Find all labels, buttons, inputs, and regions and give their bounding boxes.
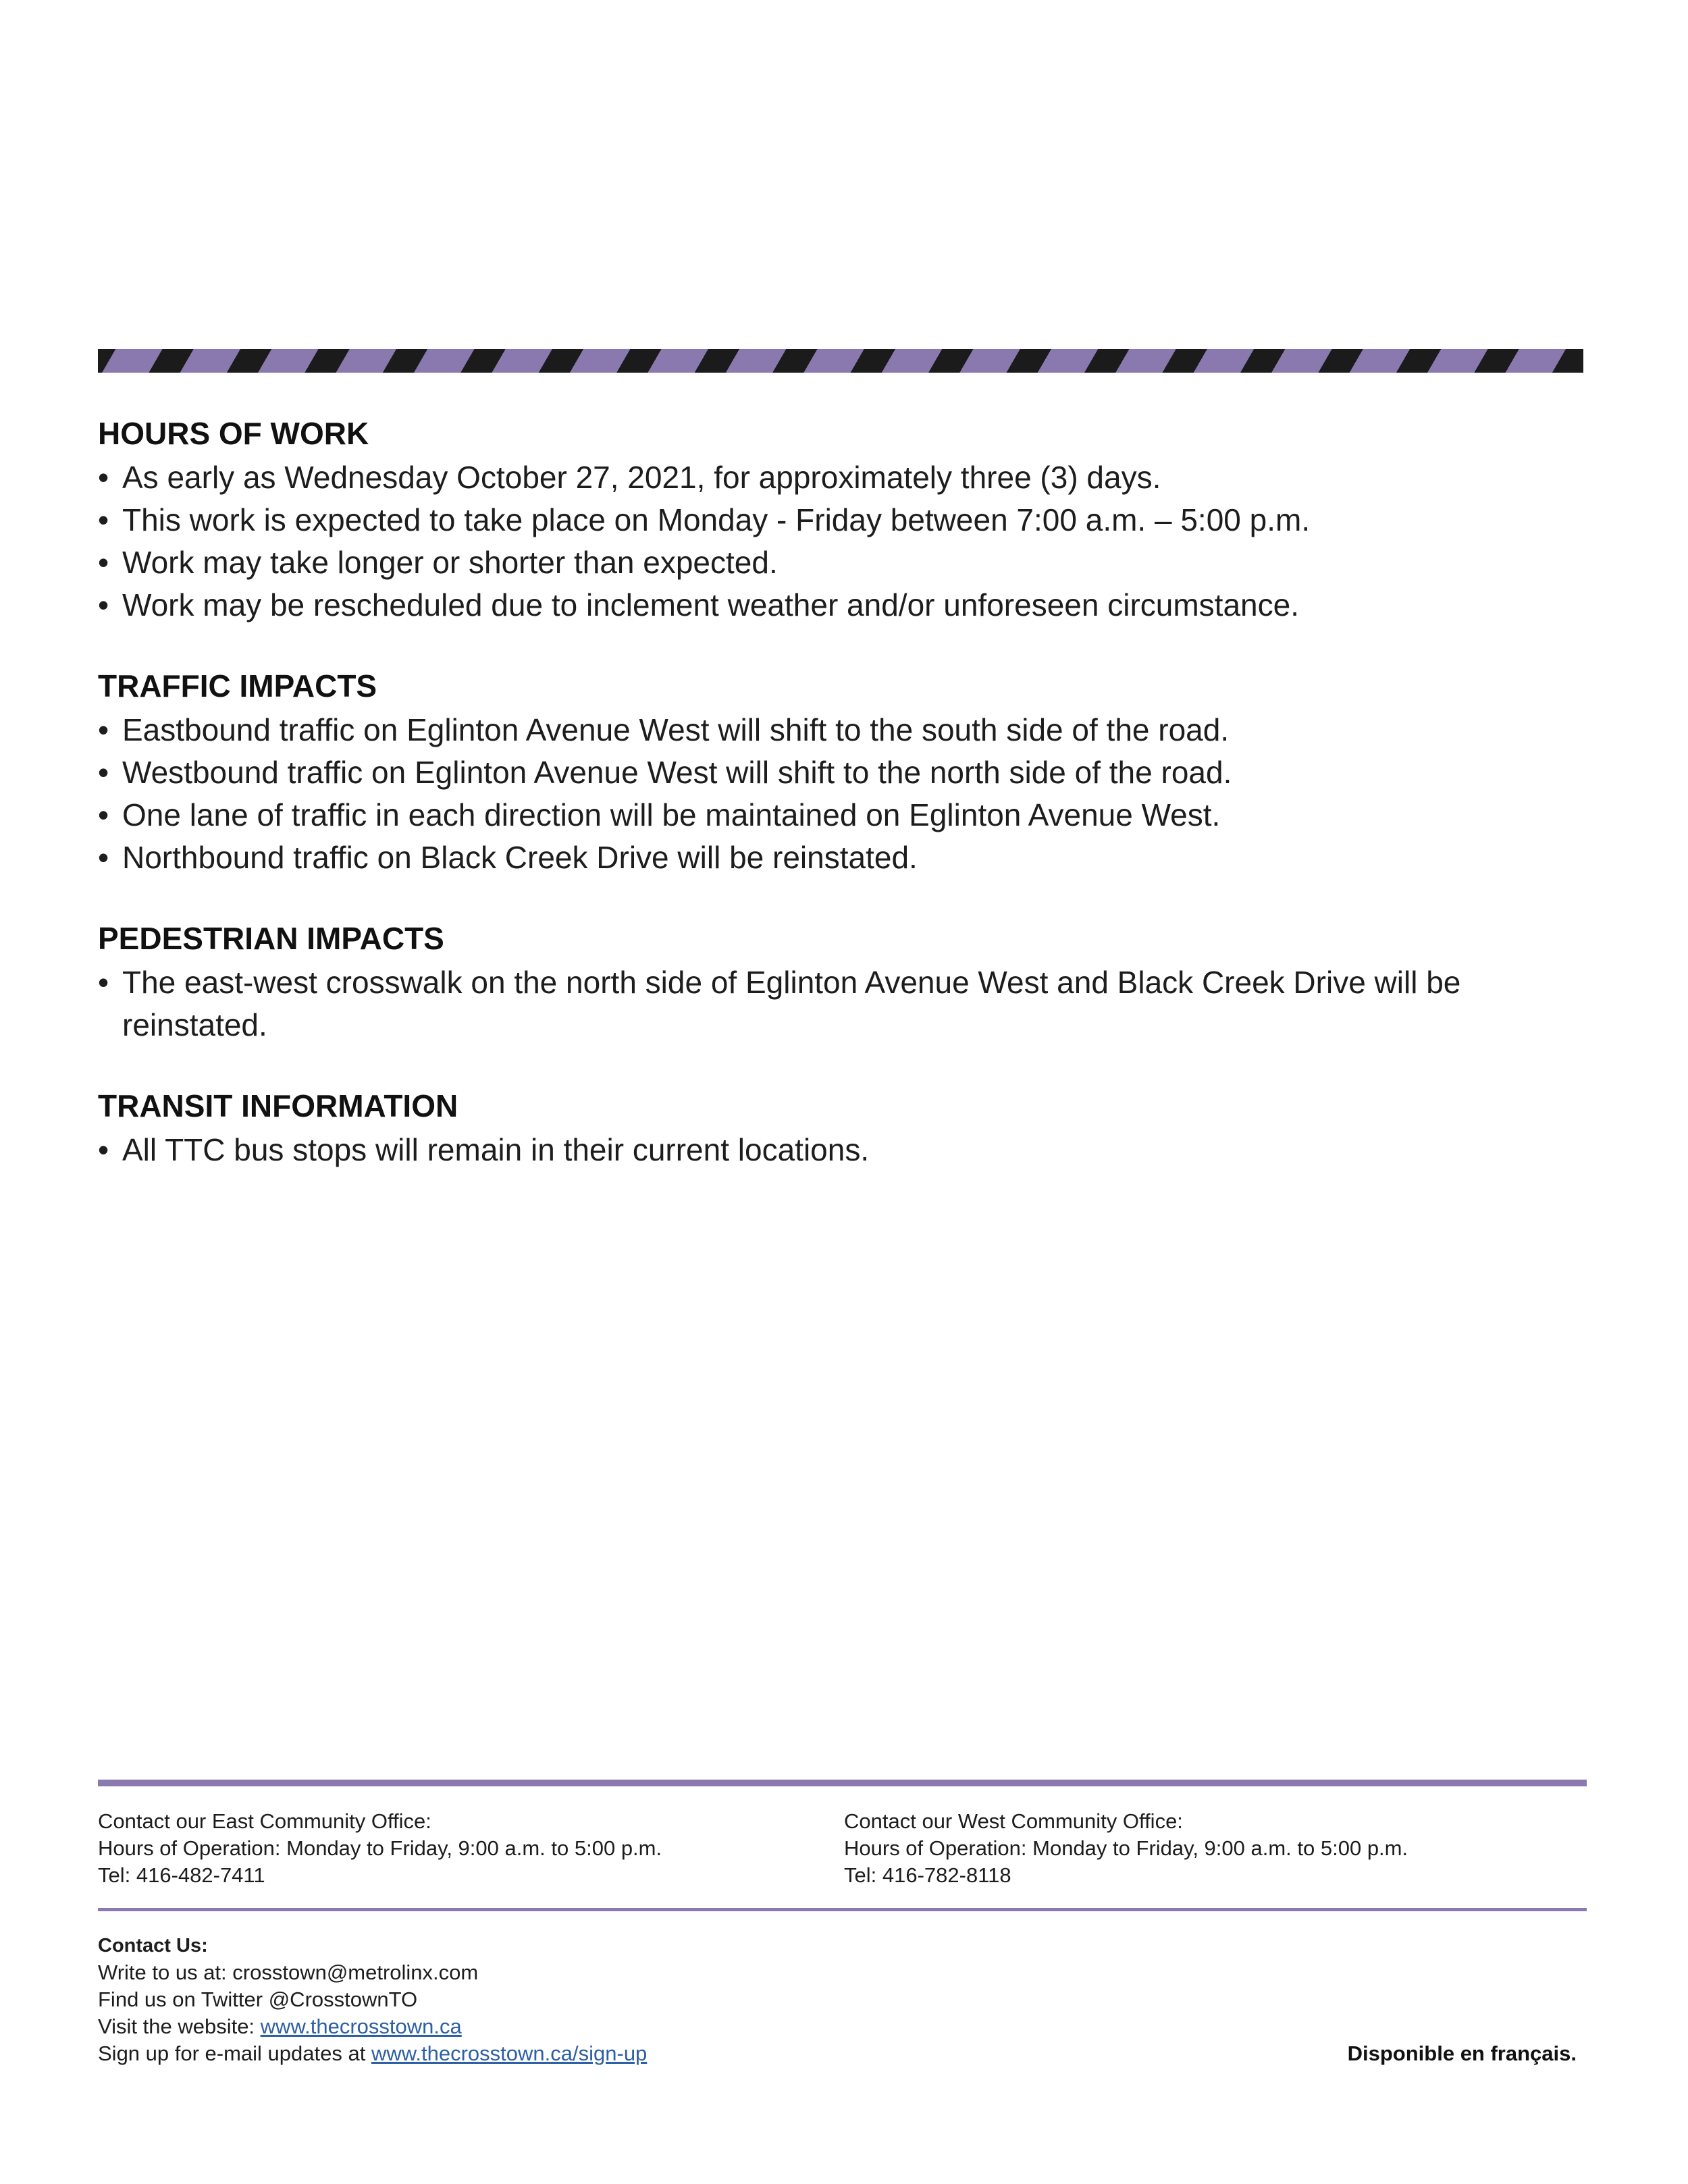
contact-website-line [98, 2013, 647, 2040]
bullet-list [98, 961, 1597, 1046]
bullet-list [98, 709, 1597, 879]
east-office-contact [98, 1808, 662, 1889]
section-traffic-impacts [98, 666, 1597, 879]
list-item: • All TTC bus stops will remain in their current locations. [98, 1129, 1597, 1171]
hazard-stripe-bar [98, 349, 1583, 373]
west-office-title: Contact our West Community Office: [844, 1809, 1183, 1833]
section-heading: HOURS OF WORK [98, 416, 369, 451]
west-office-tel: Tel: 416-782-8118 [844, 1863, 1011, 1887]
footer-divider-thick [98, 1780, 1587, 1786]
notice-content [98, 413, 1597, 1210]
section-pedestrian-impacts [98, 918, 1597, 1046]
website-link[interactable]: www.thecrosstown.ca [260, 2015, 462, 2038]
east-office-tel: Tel: 416-482-7411 [98, 1863, 265, 1887]
footer-divider-thin [98, 1908, 1587, 1911]
list-item: • Work may be rescheduled due to inclement weather and/or unforeseen circumstance. [98, 584, 1597, 627]
east-office-title: Contact our East Community Office: [98, 1809, 431, 1833]
list-item: • As early as Wednesday October 27, 2021, for approximately three (3) days. [98, 456, 1597, 499]
signup-link[interactable]: www.thecrosstown.ca/sign-up [371, 2042, 648, 2065]
section-hours-of-work [98, 413, 1597, 627]
contact-us-block [98, 1932, 647, 2067]
contact-twitter-line: Find us on Twitter @CrosstownTO [98, 1988, 418, 2011]
section-heading: TRANSIT INFORMATION [98, 1088, 458, 1123]
west-office-contact [844, 1808, 1408, 1889]
list-item: • Eastbound traffic on Eglinton Avenue West will shift to the south side of the road. [98, 709, 1597, 751]
section-heading: TRAFFIC IMPACTS [98, 668, 377, 703]
section-transit-information [98, 1086, 1597, 1171]
list-item: • Westbound traffic on Eglinton Avenue West will shift to the north side of the road. [98, 751, 1597, 794]
signup-prefix: Sign up for e-mail updates at [98, 2042, 371, 2065]
east-office-hours: Hours of Operation: Monday to Friday, 9:00 a.m. to 5:00 p.m. [98, 1836, 662, 1860]
contact-email-line: Write to us at: crosstown@metrolinx.com [98, 1961, 479, 1984]
contact-signup-line [98, 2040, 647, 2067]
list-item: • The east-west crosswalk on the north side of Eglinton Avenue West and Black Creek Drive will be reinstated. [98, 961, 1597, 1046]
list-item: • One lane of traffic in each direction will be maintained on Eglinton Avenue West. [98, 794, 1597, 836]
contact-us-heading: Contact Us: [98, 1935, 208, 1956]
website-prefix: Visit the website: [98, 2015, 261, 2038]
list-item: • Work may take longer or shorter than expected. [98, 541, 1597, 584]
bullet-list [98, 1129, 1597, 1171]
list-item: • This work is expected to take place on Monday - Friday between 7:00 a.m. – 5:00 p.m. [98, 499, 1597, 541]
list-item: • Northbound traffic on Black Creek Drive will be reinstated. [98, 836, 1597, 879]
bullet-list [98, 456, 1597, 627]
french-availability-note: Disponible en français. [1347, 2042, 1577, 2065]
section-heading: PEDESTRIAN IMPACTS [98, 921, 444, 956]
west-office-hours: Hours of Operation: Monday to Friday, 9:00 a.m. to 5:00 p.m. [844, 1836, 1408, 1860]
